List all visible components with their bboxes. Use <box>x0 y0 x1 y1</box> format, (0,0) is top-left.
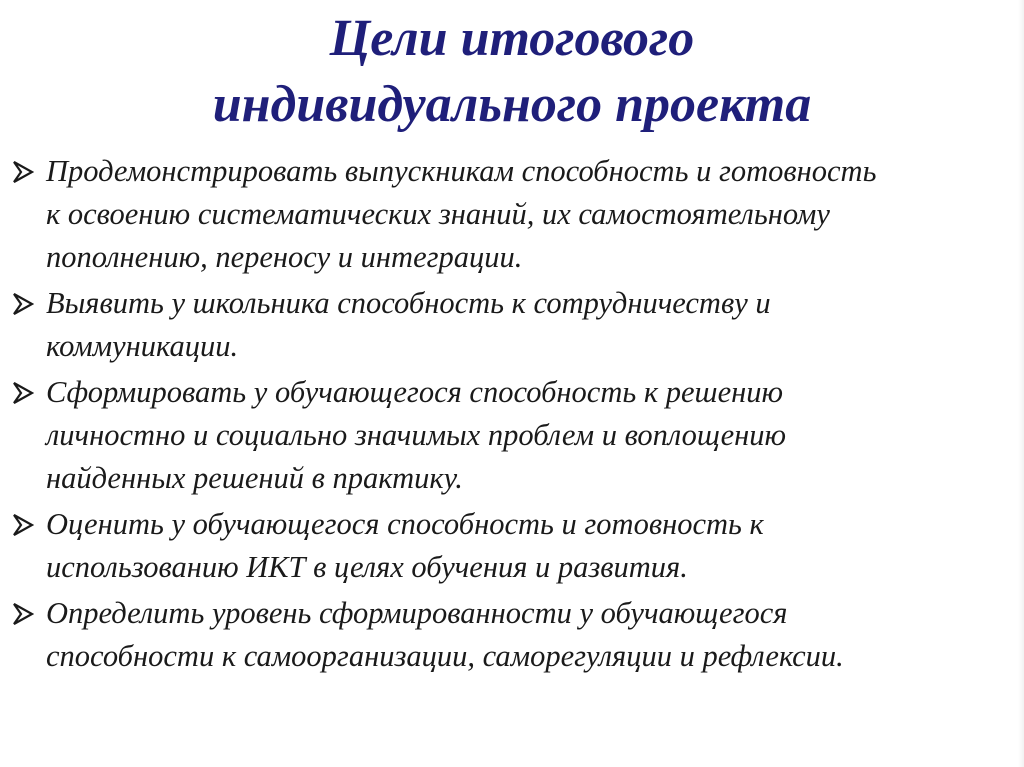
goal-item <box>8 371 998 500</box>
arrowhead-bullet-icon <box>12 282 38 325</box>
goal-item-text-line: найденных решений в практику. <box>46 461 463 495</box>
goal-item <box>8 503 998 589</box>
goal-item-text-line: Сформировать у обучающегося способность к решению <box>46 375 783 409</box>
goal-item-text-line: Оценить у обучающегося способность и готовность к <box>46 507 764 541</box>
goal-item-text-line: использованию ИКТ в целях обучения и развития. <box>46 550 688 584</box>
goal-item-text-line: к освоению систематических знаний, их самостоятельному <box>46 197 830 231</box>
goal-item <box>8 282 998 368</box>
goal-item-text-line: Продемонстрировать выпускникам способность и готовность <box>46 154 877 188</box>
goal-item-text-line: способности к самоорганизации, саморегуляции и рефлексии. <box>46 639 844 673</box>
arrowhead-bullet-icon <box>12 371 38 414</box>
goals-list <box>8 150 998 681</box>
arrowhead-bullet-icon <box>12 592 38 635</box>
goal-item <box>8 150 998 279</box>
goal-item-text-line: Определить уровень сформированности у обучающегося <box>46 596 788 630</box>
arrowhead-bullet-icon <box>12 150 38 193</box>
goal-item-text-line: пополнению, переносу и интеграции. <box>46 240 523 274</box>
slide-title-line-2: индивидуального проекта <box>212 76 812 133</box>
arrowhead-bullet-icon <box>12 503 38 546</box>
goal-item-text-line: коммуникации. <box>46 329 239 363</box>
goal-item-text-line: Выявить у школьника способность к сотрудничеству и <box>46 286 771 320</box>
slide-title <box>0 6 1024 138</box>
goal-item <box>8 592 998 678</box>
goal-item-text-line: личностно и социально значимых проблем и воплощению <box>46 418 787 452</box>
slide-title-line-1: Цели итогового <box>329 10 695 67</box>
